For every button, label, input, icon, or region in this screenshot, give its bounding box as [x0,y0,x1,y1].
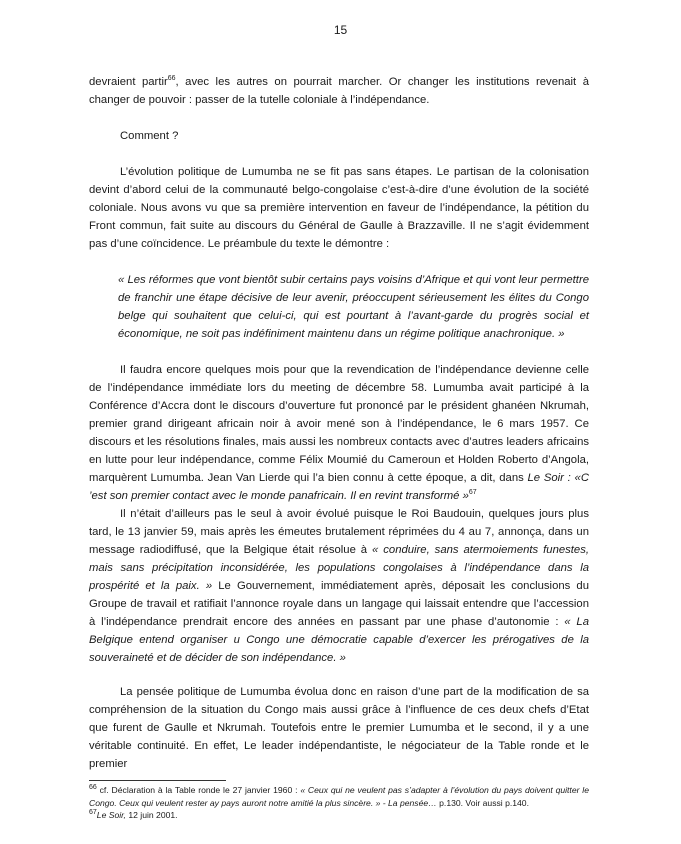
footnote-66 [89,784,589,809]
footnote-67-source: Le Soir, [96,810,126,820]
paragraph-baudouin-text-c: Le Gouvernement, immédiatement après, déposait les conclusions du Groupe de travail et ratifiait l’annonce royale dans un langage qui laissait entendre que l’accession à l’indépendance prendrait encore des années en passant par une phase d’autonomie : [89,580,589,628]
paragraph-1-text-b: , avec les autres on pourrait marcher. Or changer les institutions revenait à changer de pouvoir : passer de la tutelle coloniale à l’indépendance. [89,76,589,106]
footnote-67-date: 12 juin 2001. [125,810,178,820]
le-soir-quote: Le Soir : «C ’est son premier contact avec le monde panafricain. Il en revint transformé » [89,472,589,502]
gouvernement-quote: « La Belgique entend organiser u Congo une démocratie capable d’exercer les prérogatives de la souveraineté et de décider de son indépendance. » [89,616,589,664]
page-body [89,73,589,773]
footnote-ref-66: 66 [167,75,176,83]
footnote-separator [89,780,226,781]
paragraph-accra [89,361,589,505]
paragraph-baudouin-text-a: Il n’était d’ailleurs pas le seul à avoir évolué puisque le Roi Baudouin, quelques jours plus tard, le 13 janvier 59, mais après les émeutes brutalement réprimées du 4 au 7, annonça, dans un message radiodiffusé, que la Belgique était résolue à [89,508,589,556]
paragraph-comment: Comment ? [120,130,179,142]
paragraph-pensee: La pensée politique de Lumumba évolua donc en raison d’une part de la modification de sa compréhension de la situation du Congo mais aussi grâce à l’influence de ces deux chefs d’Etat que furent de Gaulle et Nkrumah. Toutefois entre le premier Lumumba et le second, il y a une véritable continuité. En effet, Le leader indépendantiste, le négociateur de la Table ronde et le premier [89,686,589,770]
paragraph-1-text-a: devraient partir [89,76,168,88]
page-number: 15 [333,23,348,37]
footnote-67-number: 67 [89,809,97,817]
footnotes [89,784,589,822]
footnote-66-quote: « Ceux qui ne veulent pas s’adapter à l’évolution du pays doivent quitter le Congo. Ceux qui veulent rester ay pays auront notre amitié la plus sincère. » - La pensée… [89,785,589,808]
footnote-66-text-a: cf. Déclaration à la Table ronde le 27 janvier 1960 : [96,785,301,795]
footnote-67 [89,809,589,822]
block-quote-preambule: « Les réformes que vont bientôt subir certains pays voisins d’Afrique et qui vont leur permettre de franchir une étape décisive de leur avenir, préoccupent sérieusement les élites du Congo belge qui souhaitent que celui-ci, qui est pourtant à l’avant-garde du progrès social et économique, ne soit pas indéfiniment maintenu dans un régime politique anachronique. » [118,274,589,340]
paragraph-1 [89,73,589,109]
paragraph-baudouin [89,505,589,667]
paragraph-accra-text: Il faudra encore quelques mois pour que la revendication de l’indépendance devienne celle de l’indépendance immédiate lors du meeting de décembre 58. Lumumba avait participé à la Conférence d’Accra dont le discours d’ouverture fut prononcé par le président ghanéen Nkrumah, premier grand dirigeant africain noir à avoir mené son à l’indépendance, le 6 mars 1957. Ce discours et les résolutions finales, mais aussi les nombreux contacts avec d’autres leaders africains en lutte pour leur indépendance, comme Félix Moumié du Cameroun et Holden Roberto d’Angola, marquèrent Lumumba. Jean Van Lierde qui l’a bien connu à cette époque, a dit, dans [89,364,589,484]
footnote-66-number: 66 [89,784,97,792]
footnote-66-text-c: p.130. Voir aussi p.140. [436,797,529,808]
paragraph-evolution: L’évolution politique de Lumumba ne se fit pas sans étapes. Le partisan de la colonisation devint d’abord celui de la communauté belgo-congolaise c’est-à-dire d’une évolution de la société coloniale. Nous avons vu que sa première intervention en faveur de l’indépendance, la pétition du Front commun, fait suite au discours du Général de Gaulle à Brazzaville. Il ne s’agit évidemment pas d’une coïncidence. Le préambule du texte le démontre : [89,166,589,250]
footnote-ref-67: 67 [468,489,477,497]
baudouin-quote: « conduire, sans atermoiements funestes, mais sans précipitation inconsidérée, les populations congolaises à l’indépendance dans la prospérité et la paix. » [89,544,589,592]
